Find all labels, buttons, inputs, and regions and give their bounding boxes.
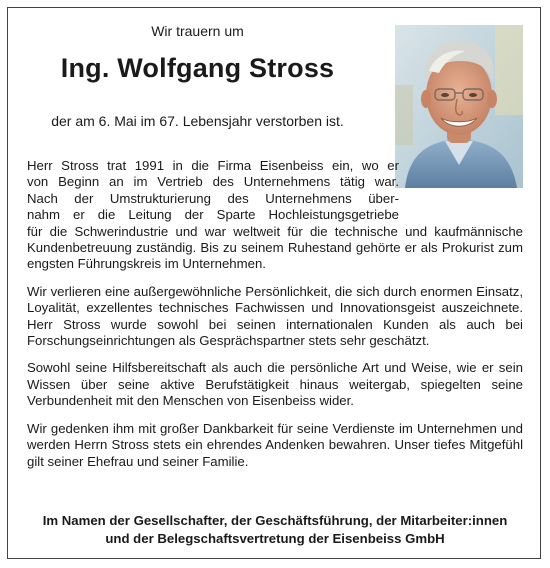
obituary-body — [27, 158, 523, 481]
paragraph-career-line: Herr Stross trat 1991 in die Firma Eisenbeiss ein, wo er — [27, 158, 399, 173]
signature-line-2: und der Belegschaftsvertretung der Eisenbeiss GmbH — [105, 531, 445, 546]
paragraph-helpfulness: Sowohl seine Hilfsbereitschaft als auch die persönliche Art und Weise, wie er sein Wissen über seine aktive Berufstätigkeit hinaus weitergab, spiegelten seine Verbundenheit mit den Menschen von Eisenbeiss wider. — [27, 360, 523, 409]
paragraph-personality: Wir verlieren eine außergewöhnliche Persönlichkeit, die sich durch enormen Einsatz, Loyalität, exzellentes technisches Fachwissen und Innovationsgeist auszeichnete. Herr Stross wurde sowohl bei seinen internationalen Kunden als auch bei Forschungseinrichtungen als Gesprächspartner stets sehr geschätzt. — [27, 283, 523, 349]
paragraph-career — [27, 158, 523, 273]
paragraph-career-continuation: für die Schwerindustrie und war weltweit für die technische und kaufmännische Kundenbetreuung zuständig. Bis zu seinem Ruhestand gehörte er als Prokurist zum engsten Führungskreis im Unternehmen. — [27, 223, 523, 272]
intro-line: Wir trauern um — [151, 23, 244, 39]
paragraph-career-line: nahm er die Leitung der Sparte Hochleistungsgetriebe — [27, 207, 399, 223]
paragraph-career-line: Nach der Umstrukturierung des Unternehmens über- — [27, 190, 399, 206]
death-notice-line: der am 6. Mai im 67. Lebensjahr verstorben ist. — [51, 113, 344, 129]
deceased-name: Ing. Wolfgang Stross — [60, 53, 335, 83]
paragraph-remembrance: Wir gedenken ihm mit großer Dankbarkeit für seine Verdienste im Unternehmen und werden Herrn Stross stets ein ehrendes Andenken bewahren. Unser tiefes Mitgefühl gilt seiner Ehefrau und seiner Familie. — [27, 420, 523, 469]
paragraph-career-line: von Beginn an im Vertrieb des Unternehmens tätig war. — [27, 174, 399, 190]
signature-block — [20, 512, 530, 548]
signature-line-1: Im Namen der Gesellschafter, der Geschäftsführung, der Mitarbeiter:innen — [42, 513, 508, 528]
